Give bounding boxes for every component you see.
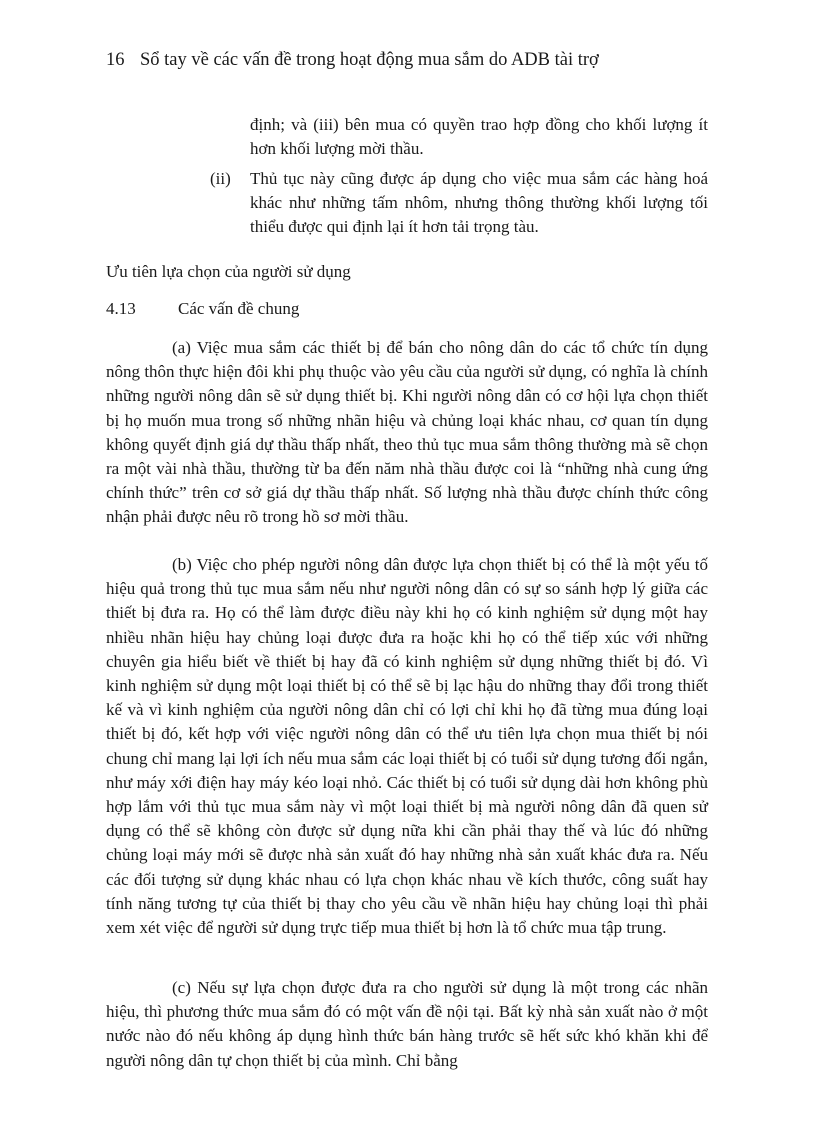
subsection-number: 4.13 (106, 299, 136, 318)
subsection-heading (106, 297, 299, 321)
running-header (106, 50, 599, 71)
list-item-text: Thủ tục này cũng được áp dụng cho việc mua sắm các hàng hoá khác như những tấm nhôm, nhưng thông thường khối lượng tối thiểu được qui định lại ít hơn tải trọng tàu. (250, 169, 708, 236)
list-item-marker: (ii) (210, 169, 231, 188)
paragraph-c: (c) Nếu sự lựa chọn được đưa ra cho người sử dụng là một trong các nhãn hiệu, thì phương thức mua sắm đó có một vấn đề nội tại. Bất kỳ nhà sản xuất nào ở một nước nào đó nếu không áp dụng hình thức bán hàng trước sẽ hết sức khó khăn khi để người nông dân tự chọn thiết bị của mình. Chỉ bằng (106, 978, 708, 1070)
section-heading: Ưu tiên lựa chọn của người sử dụng (106, 262, 351, 281)
running-title: Sổ tay về các vấn đề trong hoạt động mua sắm do ADB tài trợ (140, 50, 599, 70)
list-continuation-text: định; và (iii) bên mua có quyền trao hợp đồng cho khối lượng ít hơn khối lượng mời thầu. (250, 115, 708, 158)
page-number: 16 (106, 50, 125, 70)
paragraph-b: (b) Việc cho phép người nông dân được lựa chọn thiết bị có thể là một yếu tố hiệu quả trong thủ tục mua sắm nếu như người nông dân có sự so sánh hợp lý giữa các thiết bị đưa ra. Họ có thể làm được điều này khi họ có kinh nghiệm sử dụng một hay nhiều nhãn hiệu hay chủng loại được đưa ra hoặc khi họ có thể tiếp xúc với những chuyên gia hiểu biết về thiết bị hay đã có kinh nghiệm sử dụng những thiết bị đó. Vì kinh nghiệm sử dụng một loại thiết bị có thể sẽ bị lạc hậu do những thay đổi trong thiết kế và vì kinh nghiệm của người nông dân chỉ có lợi chỉ khi họ đã từng mua đúng loại thiết bị đó, kết hợp với việc người nông dân có thể ưu tiên lựa chọn mua thiết bị nói chung chỉ mang lại lợi ích nếu mua sắm các loại thiết bị có tuổi sử dụng tương đối ngắn, như máy xới điện hay máy kéo loại nhỏ. Các thiết bị có tuổi sử dụng dài hơn không phù hợp lắm với thủ tục mua sắm này vì một loại thiết bị mà người nông dân đã quen sử dụng có thể sẽ không còn được sử dụng nữa khi cần phải thay thế và lúc đó những chủng loại máy mới sẽ được nhà sản xuất đó hay những nhà sản xuất khác đưa ra. Nếu các đối tượng sử dụng khác nhau có lựa chọn khác nhau về kích thước, công suất hay tính năng tương tự của thiết bị thay cho yêu cầu về nhãn hiệu hay chủng loại thì phải xem xét việc để người sử dụng trực tiếp mua thiết bị hơn là tổ chức mua tập trung. (106, 555, 708, 938)
subsection-title: Các vấn đề chung (178, 299, 300, 318)
paragraph-a: (a) Việc mua sắm các thiết bị để bán cho nông dân do các tổ chức tín dụng nông thôn thực hiện đôi khi phụ thuộc vào yêu cầu của người sử dụng, có nghĩa là chính những người nông dân sẽ sử dụng thiết bị. Khi người nông dân có cơ hội lựa chọn thiết bị họ muốn mua trong số những nhãn hiệu và chủng loại khác nhau, cơ quan tín dụng không quyết định giá dự thầu thấp nhất, theo thủ tục mua sắm thông thường mà sẽ chọn ra một vài nhà thầu, thường từ ba đến năm nhà thầu được coi là “những nhà cung ứng chính thức” trên cơ sở giá dự thầu thấp nhất. Số lượng nhà thầu được chính thức công nhận phải được nêu rõ trong hồ sơ mời thầu. (106, 338, 708, 527)
